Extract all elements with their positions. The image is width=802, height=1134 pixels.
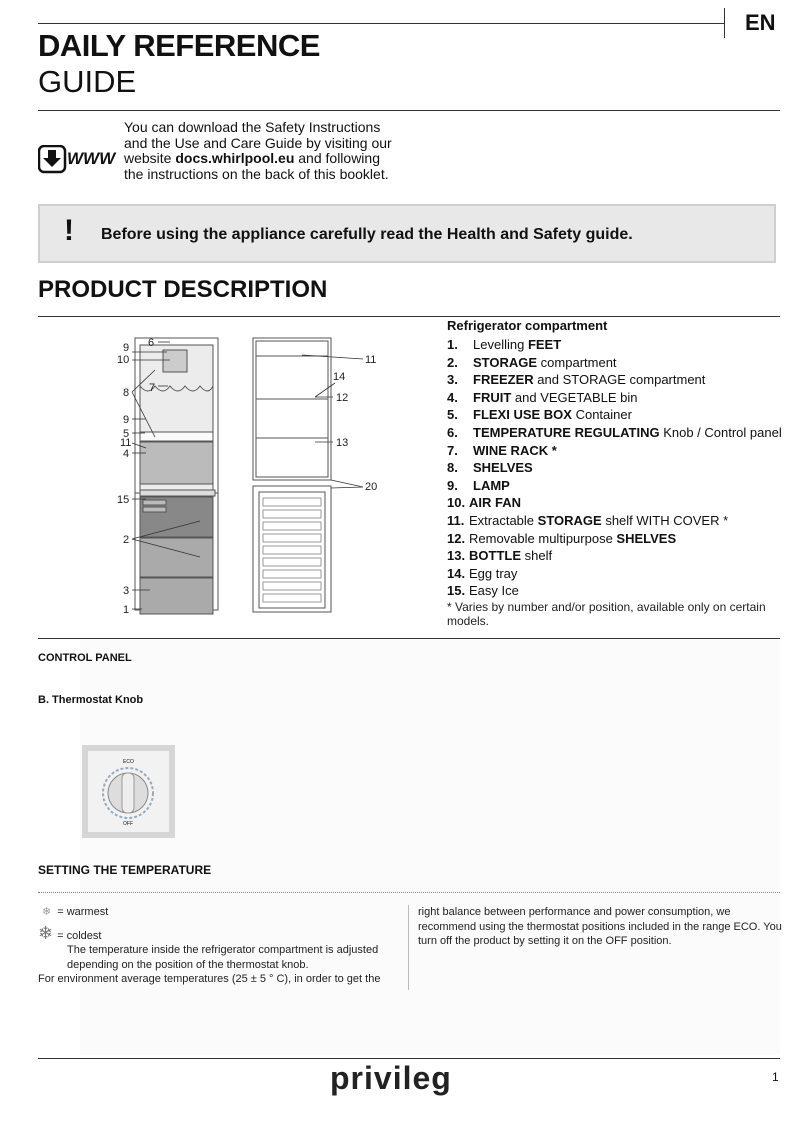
thermostat-knob-image xyxy=(82,745,175,838)
background-panel xyxy=(80,640,780,1055)
item-number: 15. xyxy=(447,583,466,599)
setting-right-column: right balance between performance and power consumption, we recommend using the thermostat positions included in the range ECO. You turn off the product by setting it on the OFF position. xyxy=(418,906,782,947)
control-panel-title: CONTROL PANEL xyxy=(38,652,132,664)
item-number: 11. xyxy=(447,512,465,528)
setting-paragraph: For environment average temperatures (25 ± 5 ° C), in order to get the xyxy=(38,973,381,985)
item-bold: FRUIT xyxy=(473,389,512,405)
diagram-label: 3 xyxy=(123,585,130,597)
list-item xyxy=(447,389,787,407)
diagram-label: 11 xyxy=(120,437,132,449)
list-item xyxy=(447,494,787,512)
item-text: Container xyxy=(571,407,632,423)
item-bold: BOTTLE xyxy=(469,548,521,564)
diagram-label: 9 xyxy=(123,414,130,426)
item-text: Easy Ice xyxy=(469,583,519,599)
column-divider xyxy=(408,905,409,990)
title-line1: DAILY REFERENCE xyxy=(38,28,320,63)
section-title: PRODUCT DESCRIPTION xyxy=(38,276,328,303)
item-text: shelf xyxy=(521,548,553,564)
item-number: 10. xyxy=(447,495,466,511)
item-number: 8. xyxy=(447,460,458,476)
www-text: WWW xyxy=(67,149,116,168)
warning-text: Before using the appliance carefully read the Health and Safety guide. xyxy=(101,226,633,243)
item-text: Removable multipurpose xyxy=(469,530,617,546)
text: website xyxy=(124,150,176,166)
diagram-label: 11 xyxy=(365,354,377,366)
item-text: and VEGETABLE bin xyxy=(511,389,638,405)
item-text: shelf WITH COVER * xyxy=(601,512,729,528)
diagram-label: 10 xyxy=(117,354,130,366)
item-text: compartment xyxy=(537,354,617,370)
warning-box xyxy=(38,204,776,263)
item-bold: STORAGE xyxy=(537,512,602,528)
diagram-label: 1 xyxy=(123,604,130,616)
item-number: 12. xyxy=(447,530,466,546)
list-item xyxy=(447,442,787,460)
diagram-label: 5 xyxy=(123,428,130,440)
component-list xyxy=(447,318,787,628)
footer-rule xyxy=(38,1058,780,1059)
item-number: 5. xyxy=(447,407,458,423)
diagram-label: 8 xyxy=(123,387,130,399)
item-number: 2. xyxy=(447,354,458,370)
download-www-icon xyxy=(38,145,120,180)
item-bold: FLEXI USE BOX xyxy=(473,407,572,423)
diagram-label: 2 xyxy=(123,534,130,546)
website-link[interactable]: docs.whirlpool.eu xyxy=(175,150,295,166)
page-number: 1 xyxy=(772,1070,779,1084)
list-item xyxy=(447,354,787,372)
diagram-label: 15 xyxy=(117,494,130,506)
item-bold: WINE RACK * xyxy=(473,442,557,458)
diagram-label: 7 xyxy=(149,382,156,394)
item-text: Egg tray xyxy=(469,565,518,581)
list-item xyxy=(447,530,787,548)
diagram-label: 4 xyxy=(123,448,130,460)
item-number: 1. xyxy=(447,337,458,352)
list-item xyxy=(447,565,787,583)
list-item xyxy=(447,406,787,424)
header-rule xyxy=(38,23,724,24)
list-item xyxy=(447,477,787,495)
item-number: 4. xyxy=(447,389,458,405)
privileg-logo: privileg xyxy=(330,1060,452,1096)
setting-title: SETTING THE TEMPERATURE xyxy=(38,863,212,877)
diagram-label: 12 xyxy=(336,392,349,404)
item-bold: SHELVES xyxy=(616,530,677,546)
setting-left-column xyxy=(38,905,398,987)
title-line2: GUIDE xyxy=(38,64,137,99)
list-note: * Varies by number and/or position, available only on certain models. xyxy=(447,599,766,628)
item-text: Levelling xyxy=(473,337,528,352)
fridge-diagram xyxy=(110,330,400,620)
item-number: 9. xyxy=(447,477,458,493)
setting-paragraph: The temperature inside the refrigerator compartment is adjusted depending on the position of the thermostat knob. xyxy=(67,944,379,971)
list-item xyxy=(447,512,787,530)
download-line xyxy=(124,151,424,167)
diagram-label: 9 xyxy=(123,342,130,354)
thermostat-subtitle: B. Thermostat Knob xyxy=(38,694,144,706)
item-bold: SHELVES xyxy=(473,460,533,476)
warmest-label: = warmest xyxy=(57,906,109,918)
item-bold: FEET xyxy=(527,337,562,352)
list-item xyxy=(447,547,787,565)
coldest-label: = coldest xyxy=(57,929,102,942)
item-number: 3. xyxy=(447,372,458,388)
download-text xyxy=(124,120,424,182)
diagram-label: 6 xyxy=(148,337,155,349)
diagram-label: 20 xyxy=(365,481,378,493)
knob-eco-label: ECO xyxy=(123,759,134,765)
list-item xyxy=(447,424,787,442)
list-item xyxy=(447,459,787,477)
knob-off-label: OFF xyxy=(123,821,133,827)
header-divider xyxy=(724,8,725,38)
section-rule xyxy=(38,316,780,317)
list-item xyxy=(447,582,787,600)
item-bold: STORAGE xyxy=(473,354,538,370)
exclamation-icon: ! xyxy=(64,214,74,247)
list-item xyxy=(447,371,787,389)
item-text: Extractable xyxy=(469,512,538,528)
item-bold: FREEZER xyxy=(473,372,534,388)
download-line: and the Use and Care Guide by visiting our xyxy=(124,134,392,151)
snowflake-large-icon: ❄ xyxy=(38,922,54,943)
text: and following xyxy=(294,150,380,166)
item-number: 7. xyxy=(447,442,458,458)
dotted-rule xyxy=(38,892,780,893)
item-number: 6. xyxy=(447,424,458,440)
item-bold: LAMP xyxy=(473,477,510,493)
download-line: You can download the Safety Instructions xyxy=(124,119,381,135)
title-rule xyxy=(38,110,780,111)
list-heading: Refrigerator compartment xyxy=(447,318,608,333)
item-number: 14. xyxy=(447,565,466,581)
download-line: the instructions on the back of this booklet. xyxy=(124,165,389,182)
item-bold: TEMPERATURE REGULATING xyxy=(473,424,660,440)
section-rule xyxy=(38,638,780,639)
diagram-label: 14 xyxy=(333,371,346,383)
list-item xyxy=(447,336,787,354)
diagram-label: 13 xyxy=(336,437,349,449)
language-label: EN xyxy=(745,10,776,35)
item-text: Knob / Control panel xyxy=(659,424,782,440)
item-number: 13. xyxy=(447,548,466,564)
item-text: and STORAGE compartment xyxy=(533,372,706,388)
snowflake-small-icon: ❄ xyxy=(42,906,52,918)
item-bold: AIR FAN xyxy=(469,495,521,511)
